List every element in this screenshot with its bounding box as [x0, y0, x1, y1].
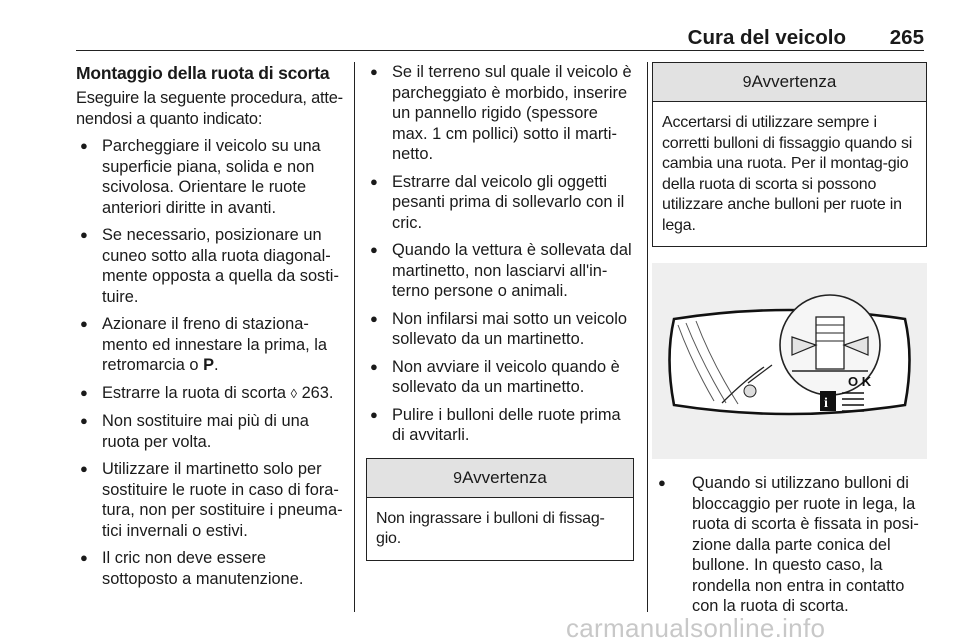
warning-title: Avvertenza	[751, 72, 837, 91]
list-item: ● Non avviare il veicolo quando è sollevato da un martinetto.	[366, 357, 634, 398]
list-item: ● Utilizzare il martinetto solo per sostituire le ruote in caso di fora-tura, non per sostituire i pneuma-tici invernali o estivi.	[76, 459, 346, 541]
cross-reference-page[interactable]: 263.	[297, 383, 334, 402]
warning-icon: 9	[742, 74, 752, 91]
list-item: ● Se necessario, posizionare un cuneo sotto alla ruota diagonal-mente opposta a quella da sosti-tuire.	[76, 225, 346, 307]
warning-text: Accertarsi di utilizzare sempre i corretti bulloni di fissaggio quando si cambia una ruota. Per il montag-gio della ruota di scorta si possono utilizzare anche bulloni per ruote in lega.	[662, 114, 913, 234]
list-item	[76, 314, 346, 376]
warning-box	[366, 458, 634, 561]
warning-header	[653, 63, 926, 102]
safety-list	[366, 62, 634, 446]
column-right	[652, 62, 927, 624]
note-list	[652, 473, 927, 617]
list-item-end: .	[214, 356, 219, 374]
ok-label: O K	[848, 374, 872, 389]
page-header	[76, 24, 924, 51]
column-divider	[354, 62, 355, 612]
warning-text: Non ingrassare i bulloni di fissag-gio.	[376, 509, 605, 547]
column-middle	[366, 62, 634, 561]
warning-header	[367, 459, 633, 498]
site-watermark: carmanualsonline.info	[566, 613, 826, 641]
wheel-bolt-illustration	[652, 263, 927, 459]
info-label: i	[824, 396, 828, 411]
column-left	[76, 62, 346, 596]
intro-paragraph: Eseguire la seguente procedura, atte-nendosi a quanto indicato:	[76, 89, 343, 128]
list-item: ● Quando si utilizzano bulloni di bloccaggio per ruote in lega, la ruota di scorta è fissata in posi-zione dalla parte conica del bullone. In questo caso, la rondella non entra in contatto con la ruota di scorta.	[652, 473, 927, 617]
warning-icon: 9	[453, 469, 463, 487]
list-item: ● Non infilarsi mai sotto un veicolo sollevato da un martinetto.	[366, 309, 634, 350]
list-item	[76, 383, 346, 405]
list-item: ● Estrarre dal veicolo gli oggetti pesanti prima di sollevarlo con il cric.	[366, 172, 634, 234]
list-item-text: Azionare il freno di staziona-mento ed innestare la prima, la retromarcia o	[102, 315, 328, 374]
section-title: Cura del veicolo	[687, 26, 846, 49]
info-icon	[820, 391, 836, 411]
column-divider	[647, 62, 648, 612]
list-item: ● Quando la vettura è sollevata dal martinetto, non lasciarvi all'in-terno persone o animali.	[366, 240, 634, 302]
gear-position-label: P	[203, 356, 215, 374]
list-item: ● Il cric non deve essere sottoposto a manutenzione.	[76, 548, 346, 589]
list-item: ● Pulire i bulloni delle ruote prima di avvitarli.	[366, 405, 634, 446]
cross-reference-icon: ◊	[290, 385, 298, 401]
list-item-text: Estrarre la ruota di scorta	[102, 383, 291, 402]
warning-box	[652, 62, 927, 247]
list-item: ● Non sostituire mai più di una ruota per volta.	[76, 411, 346, 452]
bolt-head	[744, 385, 756, 397]
page-number: 265	[889, 26, 924, 49]
section-heading: Montaggio della ruota di scorta	[76, 63, 330, 83]
wheel-bolt-drawing	[652, 263, 927, 459]
list-item: ● Se il terreno sul quale il veicolo è parcheggiato è morbido, inserire un pannello rigido (spessore max. 1 cm pollici) sotto il marti-netto.	[366, 62, 634, 165]
list-item: ● Parcheggiare il veicolo su una superficie piana, solida e non scivolosa. Orientare le ruote anteriori diritte in avanti.	[76, 136, 346, 218]
procedure-list	[76, 136, 346, 589]
warning-title: Avvertenza	[462, 467, 547, 487]
